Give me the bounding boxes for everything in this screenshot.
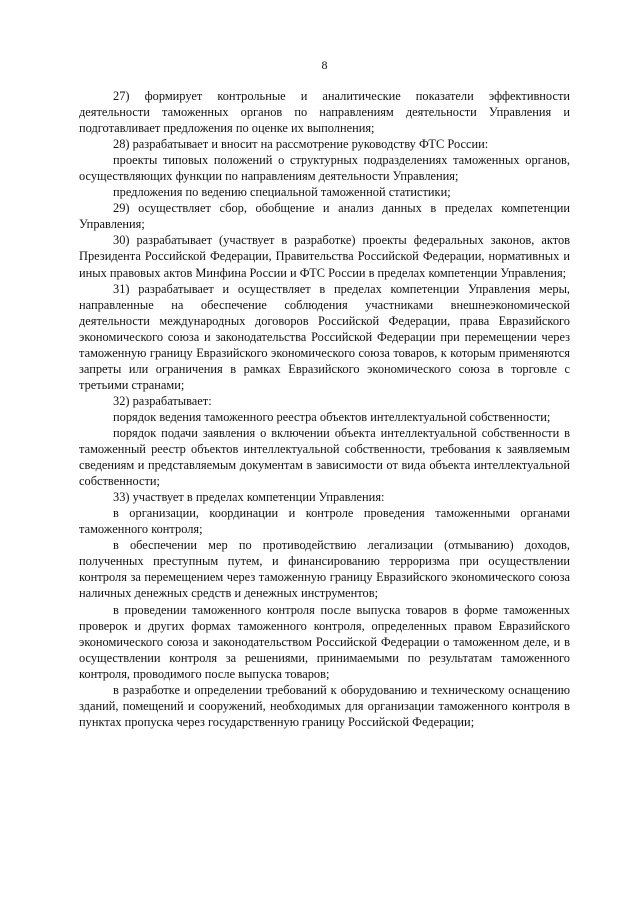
paragraph-33-item-2: в обеспечении мер по противодействию легализации (отмыванию) доходов, полученных преступным путем, и финансированию терроризма при осуществлении контроля за перемещением через таможенную границу Евразийского экономического союза наличных денежных средств и денежных инструментов;: [79, 538, 570, 601]
paragraph-31: 31) разрабатывает и осуществляет в пределах компетенции Управления меры, направленные на обеспечение соблюдения участниками внешнеэкономической деятельности международных договоров Российской Федерации, права Евразийского экономического союза и законодательства Российской Федерации при перемещении через таможенную границу Евразийского экономического союза товаров, к которым применяются запреты или ограничения в рамках Евразийского экономического союза в торговле с третьими странами;: [79, 281, 570, 392]
paragraph-29: 29) осуществляет сбор, обобщение и анализ данных в пределах компетенции Управления;: [79, 201, 570, 232]
paragraph-33: 33) участвует в пределах компетенции Управления:: [113, 490, 385, 505]
page-number: 8: [321, 58, 328, 72]
paragraph-30: 30) разрабатывает (участвует в разработке) проекты федеральных законов, актов Президента Российской Федерации, Правительства Российской Федерации, нормативных и иных правовых актов Минфина России и ФТС России в пределах компетенции Управления;: [79, 233, 570, 280]
paragraph-28-item-1: проекты типовых положений о структурных подразделениях таможенных органов, осуществляющих функции по направлениям деятельности Управления;: [79, 153, 570, 184]
paragraph-33-item-4: в разработке и определении требований к оборудованию и техническому оснащению зданий, помещений и сооружений, необходимых для организации таможенного контроля в пунктах пропуска через государственную границу Российской Федерации;: [79, 682, 570, 729]
paragraph-33-item-3: в проведении таможенного контроля после выпуска товаров в форме таможенных проверок и других формах таможенного контроля, определенных правом Евразийского экономического союза и законодательством Российской Федерации о таможенном деле, и в осуществлении контроля за решениями, принимаемыми по результатам таможенного контроля, проводимого после выпуска товаров;: [79, 602, 570, 681]
paragraph-28: 28) разрабатывает и вносит на рассмотрение руководству ФТС России:: [113, 137, 489, 152]
document-body: [79, 88, 570, 730]
paragraph-32-item-2: порядок подачи заявления о включении объекта интеллектуальной собственности в таможенный реестр объектов интеллектуальной собственности, требования к заявляемым сведениям и представляемым документам в зависимости от вида объекта интеллектуальной собственности;: [79, 425, 570, 489]
paragraph-32-item-1: порядок ведения таможенного реестра объектов интеллектуальной собственности;: [113, 409, 551, 424]
paragraph-32: 32) разрабатывает:: [113, 393, 212, 408]
paragraph-33-item-1: в организации, координации и контроле проведения таможенными органами таможенного контроля;: [79, 506, 570, 537]
paragraph-28-item-2: предложения по ведению специальной таможенной статистики;: [113, 185, 451, 200]
paragraph-27: 27) формирует контрольные и аналитические показатели эффективности деятельности таможенных органов по направлениям деятельности Управления и подготавливает предложения по оценке их выполнения;: [79, 89, 570, 136]
